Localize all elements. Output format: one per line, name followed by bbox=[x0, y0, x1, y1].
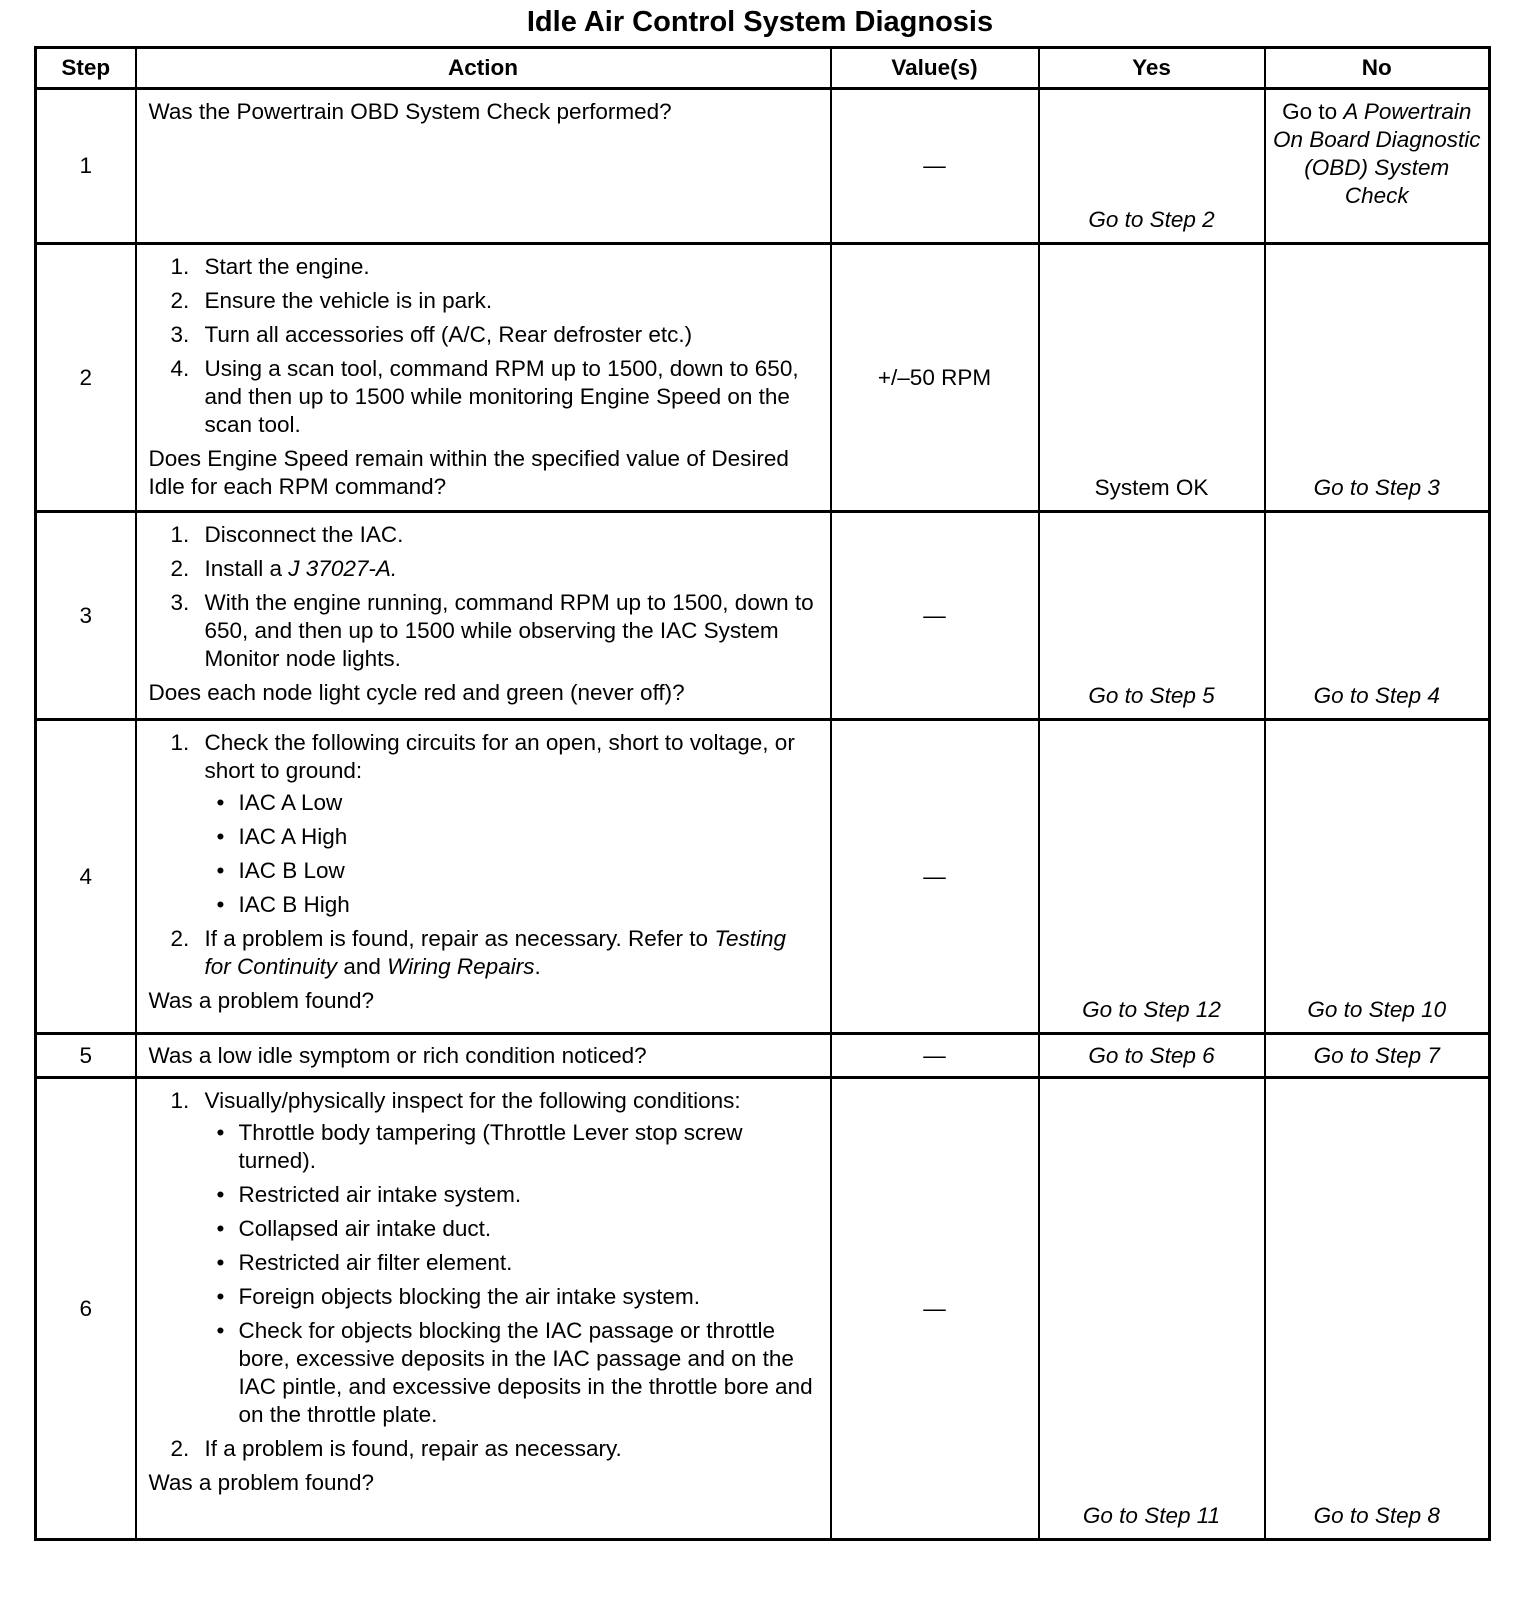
header-no: No bbox=[1265, 48, 1490, 89]
condition-item: • Restricted air intake system. bbox=[239, 1181, 818, 1209]
step-text: Disconnect the IAC. bbox=[204, 522, 404, 547]
action-cell bbox=[136, 720, 831, 1034]
step-number: 2 bbox=[36, 244, 136, 512]
step-text: . bbox=[534, 954, 541, 979]
doc-reference: Testing for Continuity bbox=[204, 926, 787, 979]
condition-item: • Foreign objects blocking the air intake system. bbox=[239, 1283, 818, 1311]
action-cell bbox=[136, 1078, 831, 1540]
value-cell: — bbox=[831, 512, 1039, 720]
table-row bbox=[36, 512, 1490, 720]
action-steps bbox=[149, 521, 818, 673]
header-action: Action bbox=[136, 48, 831, 89]
step-num: 1. bbox=[170, 1088, 190, 1113]
step-text: Visually/physically inspect for the following conditions: bbox=[204, 1088, 741, 1113]
table-row bbox=[36, 244, 1490, 512]
action-steps bbox=[149, 729, 818, 981]
table-row bbox=[36, 89, 1490, 244]
value-cell: — bbox=[831, 1078, 1039, 1540]
step-num: 1. bbox=[170, 730, 190, 755]
yes-cell: System OK bbox=[1039, 244, 1265, 512]
action-question: Was a problem found? bbox=[148, 988, 375, 1013]
step-text: Start the engine. bbox=[204, 254, 370, 279]
no-cell: Go to Step 7 bbox=[1265, 1034, 1490, 1078]
step-text: If a problem is found, repair as necessary. Refer to bbox=[204, 926, 715, 951]
yes-cell: Go to Step 6 bbox=[1039, 1034, 1265, 1078]
step-number: 1 bbox=[36, 89, 136, 244]
step-text: Using a scan tool, command RPM up to 1500, down to 650, and then up to 1500 while monitoring Engine Speed on the scan tool. bbox=[204, 356, 799, 437]
step-text: Install a bbox=[204, 556, 289, 581]
step-num: 3. bbox=[170, 590, 190, 615]
step-text: With the engine running, command RPM up to 1500, down to 650, and then up to 1500 while observing the IAC System Monitor node lights. bbox=[204, 590, 814, 671]
action-step bbox=[170, 555, 818, 583]
value-cell: — bbox=[831, 89, 1039, 244]
step-number: 4 bbox=[36, 720, 136, 1034]
diagnosis-table bbox=[34, 46, 1491, 1541]
table-row bbox=[36, 1034, 1490, 1078]
value-cell: — bbox=[831, 720, 1039, 1034]
action-step bbox=[170, 1087, 818, 1429]
action-step bbox=[170, 925, 818, 981]
action-steps bbox=[149, 253, 818, 439]
tool-reference: J 37027-A. bbox=[288, 556, 398, 581]
circuit-item: • IAC A High bbox=[239, 823, 818, 851]
action-step bbox=[170, 1435, 818, 1463]
action-cell bbox=[136, 244, 831, 512]
step-number: 6 bbox=[36, 1078, 136, 1540]
no-cell: Go to Step 10 bbox=[1265, 720, 1490, 1034]
doc-reference: Wiring Repairs bbox=[387, 954, 535, 979]
step-text: If a problem is found, repair as necessary. bbox=[204, 1436, 622, 1461]
no-cell: Go to Step 8 bbox=[1265, 1078, 1490, 1540]
action-step bbox=[170, 729, 818, 919]
step-num: 2. bbox=[170, 926, 190, 951]
action-question: Was the Powertrain OBD System Check performed? bbox=[148, 99, 672, 124]
value-cell: +/–50 RPM bbox=[831, 244, 1039, 512]
circuit-item: • IAC B High bbox=[239, 891, 818, 919]
step-num: 1. bbox=[170, 254, 190, 279]
action-question: Does each node light cycle red and green (never off)? bbox=[148, 680, 685, 705]
step-num: 2. bbox=[170, 556, 190, 581]
action-cell bbox=[136, 1034, 831, 1078]
header-yes: Yes bbox=[1039, 48, 1265, 89]
circuit-item: • IAC A Low bbox=[239, 789, 818, 817]
step-number: 3 bbox=[36, 512, 136, 720]
step-num: 2. bbox=[170, 288, 190, 313]
header-values: Value(s) bbox=[831, 48, 1039, 89]
step-number: 5 bbox=[36, 1034, 136, 1078]
condition-item: • Collapsed air intake duct. bbox=[239, 1215, 818, 1243]
action-question: Was a low idle symptom or rich condition noticed? bbox=[148, 1042, 647, 1068]
action-step bbox=[170, 589, 818, 673]
no-reference: A Powertrain On Board Diagnostic (OBD) System Check bbox=[1272, 99, 1481, 208]
header-step: Step bbox=[36, 48, 136, 89]
action-cell bbox=[136, 512, 831, 720]
table-row bbox=[36, 1078, 1490, 1540]
yes-cell: Go to Step 2 bbox=[1039, 89, 1265, 244]
yes-cell: Go to Step 11 bbox=[1039, 1078, 1265, 1540]
condition-item: • Check for objects blocking the IAC passage or throttle bore, excessive deposits in the IAC passage and on the IAC pintle, and excessive deposits in the throttle bore and on the throttle plate. bbox=[239, 1317, 818, 1429]
step-text: Check the following circuits for an open, short to voltage, or short to ground: bbox=[204, 730, 795, 783]
action-step bbox=[170, 321, 818, 349]
page-title: Idle Air Control System Diagnosis bbox=[526, 6, 994, 38]
action-step bbox=[170, 355, 818, 439]
step-num: 3. bbox=[170, 322, 190, 347]
step-text: and bbox=[337, 954, 388, 979]
action-step bbox=[170, 287, 818, 315]
header-row bbox=[36, 48, 1490, 89]
step-num: 1. bbox=[170, 522, 190, 547]
step-num: 4. bbox=[170, 356, 190, 381]
circuit-item: • IAC B Low bbox=[239, 857, 818, 885]
action-cell bbox=[136, 89, 831, 244]
step-num: 2. bbox=[170, 1436, 190, 1461]
circuit-list bbox=[205, 789, 818, 919]
condition-item: • Restricted air filter element. bbox=[239, 1249, 818, 1277]
table-row bbox=[36, 720, 1490, 1034]
action-steps bbox=[149, 1087, 818, 1463]
action-question: Was a problem found? bbox=[148, 1470, 375, 1495]
no-prefix: Go to bbox=[1282, 99, 1344, 124]
action-step bbox=[170, 521, 818, 549]
no-cell: Go to Step 4 bbox=[1265, 512, 1490, 720]
condition-item: • Throttle body tampering (Throttle Lever stop screw turned). bbox=[239, 1119, 818, 1175]
no-cell: Go to Step 3 bbox=[1265, 244, 1490, 512]
yes-cell: Go to Step 12 bbox=[1039, 720, 1265, 1034]
no-cell bbox=[1265, 89, 1490, 244]
step-text: Ensure the vehicle is in park. bbox=[204, 288, 493, 313]
action-step bbox=[170, 253, 818, 281]
action-question: Does Engine Speed remain within the specified value of Desired Idle for each RPM command? bbox=[148, 446, 789, 499]
value-cell: — bbox=[831, 1034, 1039, 1078]
yes-cell: Go to Step 5 bbox=[1039, 512, 1265, 720]
condition-list bbox=[205, 1119, 818, 1429]
step-text: Turn all accessories off (A/C, Rear defroster etc.) bbox=[204, 322, 693, 347]
